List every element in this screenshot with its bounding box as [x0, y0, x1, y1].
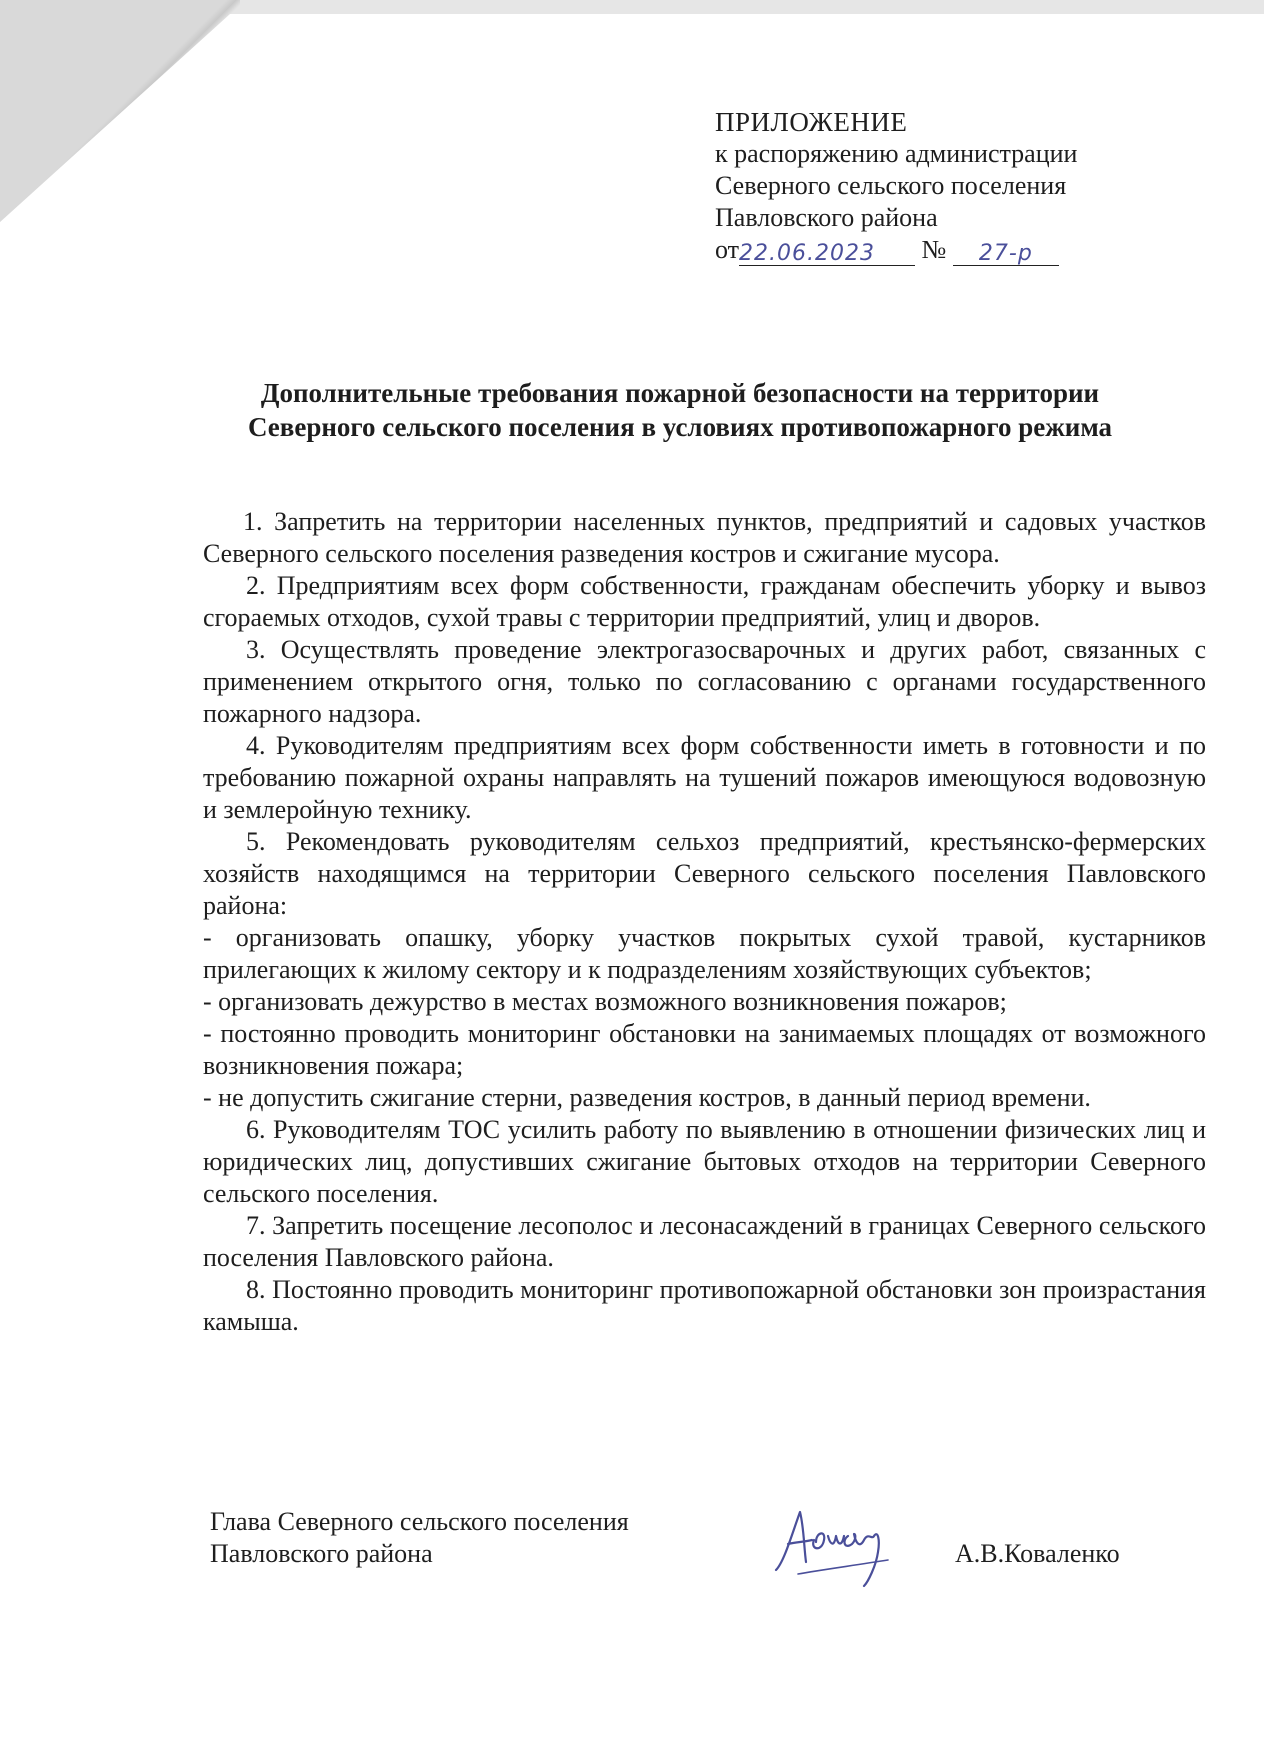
requirement-item-1: 1. Запретить на территории населенных пунктов, предприятий и садовых участков Северного сельского поселения разведения костров и сжигание мусора. [203, 507, 1206, 568]
signatory-name: А.В.Коваленко [955, 1539, 1120, 1568]
date-handwritten: 22.06.2023 [739, 241, 875, 266]
requirement-item-2: 2. Предприятиям всех форм собственности, гражданам обеспечить уборку и вывоз сгораемых отходов, сухой травы с территории предприятий, улиц и дворов. [203, 571, 1206, 632]
signatory-position-line-2: Павловского района [210, 1539, 433, 1568]
sub-item-duty: - организовать дежурство в местах возможного возникновения пожаров; [203, 987, 1007, 1016]
annex-line-2: Северного сельского поселения [715, 171, 1067, 200]
requirement-item-8: 8. Постоянно проводить мониторинг противопожарной обстановки зон произрастания камыша. [203, 1275, 1206, 1336]
requirement-item-7: 7. Запретить посещение лесополос и лесонасаждений в границах Северного сельского поселения Павловского района. [203, 1211, 1206, 1272]
signatory-position [210, 1506, 629, 1570]
sub-item-plowing: - организовать опашку, уборку участков покрытых сухой травой, кустарников прилегающих к жилому сектору и к подразделениям хозяйствующих субъектов; [203, 923, 1206, 984]
annex-date-number [715, 234, 1077, 266]
requirement-item-4: 4. Руководителям предприятиям всех форм собственности иметь в готовности и по требованию пожарной охраны направлять на тушений пожаров имеющуюся водовозную и землеройную технику. [203, 731, 1206, 824]
document-title-line-1: Дополнительные требования пожарной безопасности на территории [260, 378, 1100, 408]
requirements-list [203, 506, 1206, 1338]
number-handwritten: 27-р [978, 241, 1033, 266]
document-title-line-2: Северного сельского поселения в условиях противопожарного режима [247, 412, 1113, 442]
requirement-item-3: 3. Осуществлять проведение электрогазосварочных и других работ, связанных с применением открытого огня, только по согласованию с органами государственного пожарного надзора. [203, 635, 1206, 728]
signatory-position-line-1: Глава Северного сельского поселения [210, 1507, 629, 1536]
requirement-item-5: 5. Рекомендовать руководителям сельхоз предприятий, крестьянско-фермерских хозяйств находящимся на территории Северного сельского поселения Павловского района: [203, 827, 1206, 920]
sub-item-no-burning: - не допустить сжигание стерни, разведения костров, в данный период времени. [203, 1083, 1091, 1112]
number-prefix: № [921, 235, 947, 264]
handwritten-signature [770, 1500, 920, 1590]
date-field [739, 238, 915, 266]
sub-item-monitoring: - постоянно проводить мониторинг обстановки на занимаемых площадях от возможного возникновения пожара; [203, 1019, 1206, 1080]
number-field [953, 238, 1059, 266]
date-prefix: от [715, 235, 740, 264]
annex-line-3: Павловского района [715, 203, 938, 232]
annex-line-1: к распоряжению администрации [715, 139, 1078, 168]
annex-header [715, 106, 1077, 266]
document-title [180, 376, 1180, 444]
annex-title: ПРИЛОЖЕНИЕ [715, 107, 908, 137]
requirement-item-6: 6. Руководителям ТОС усилить работу по выявлению в отношении физических лиц и юридических лиц, допустивших сжигание бытовых отходов на территории Северного сельского поселения. [203, 1115, 1206, 1208]
